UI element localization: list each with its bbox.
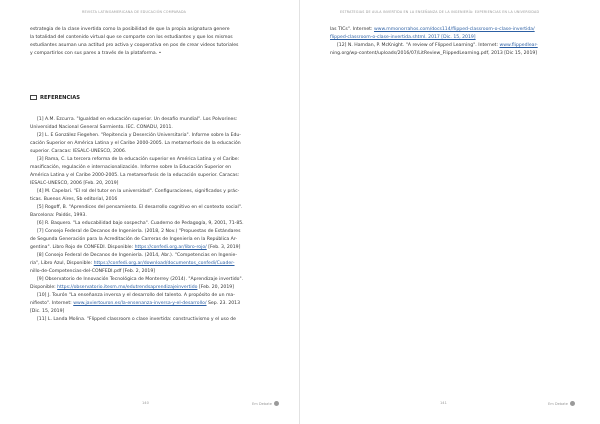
ref-line [330, 50, 576, 58]
ref-line: [6] R. Baquero. "La educabilidad bajo sospecha". Cuaderno de Pedagogía, 9, 2001, 71-85. [37, 221, 244, 226]
ref-text: ning.org/wp-content/uploads/2016/07/LitReview_FlippedLearning.pdf, 2013 [Dic 15, 2019] [330, 51, 538, 56]
ref-link[interactable]: https://confedi.org.ar/download/documentos_confedi/Cuader- [93, 261, 235, 266]
ref-line: [Dic. 15, 2019] [30, 309, 65, 314]
ref-link[interactable]: www.mmonorrahos.com/docs114/flipped-classroom-o-clase-invertida/ [374, 27, 535, 32]
ref-line: [11] L. Landa Molina. "Flipped classroom o clase invertida: constructivismo y el uso de [37, 317, 236, 322]
reference-item [30, 188, 274, 204]
heading-bullet-icon [30, 95, 37, 100]
ref-line: nillo-de-Competencias-del-CONFEDI.pdf [Feb. 2, 2019] [30, 269, 156, 274]
ref-line: cación Superior en América Latina y el Caribe 2000-2005. La metamorfosis de la educación [30, 141, 241, 146]
ref-line: IESALC-UNESCO, 2006 [Feb. 20, 2019] [30, 181, 119, 186]
references-list [30, 116, 274, 324]
ref-link[interactable]: www.javiertouron.es/la-ensenanza-inversa-y-el-desarrollo/ [73, 301, 207, 306]
left-running-head: REVISTA LATINOAMERICANA DE EDUCACIÓN COMPARADA [82, 10, 187, 14]
left-footer-brand: Em Debate [252, 401, 279, 406]
brand-logo-icon [570, 401, 575, 406]
brand-logo-icon [274, 401, 279, 406]
ref-line: [3] Rama, C. La tercera reforma de la educación superior en América Latina y el Caribe: [37, 157, 240, 162]
left-page-number: 140 [142, 401, 149, 405]
ref-text: las TICs". Internet: www.mmonorrahos.com/docs114/flipped-classroom-o-clase-invertida/ [330, 27, 535, 32]
ref-link[interactable]: https://confedi.org.ar/libro-rojo/ [134, 245, 207, 250]
ref-line: superior. Caracas: IESALC-UNESCO, 2006. [30, 149, 127, 154]
references-heading: REFERENCIAS [30, 94, 274, 102]
ref-line: Barcelona: Paidós, 1993. [30, 213, 87, 218]
ref-line: ticas. Buenos Aires, Sb editorial, 2016 [30, 197, 118, 202]
ref-line: nifiesto". Internet: www.javiertouron.es/la-ensenanza-inversa-y-el-desarrollo/ Sep. 23. 2013 [30, 301, 241, 306]
reference-item [30, 228, 274, 252]
ref-link[interactable]: https://observatorio.itesm.mx/edutrendsaprendizajeinvertido [57, 285, 198, 290]
ref-link[interactable]: www.flippedlear- [499, 43, 538, 48]
references-continued [330, 26, 576, 58]
ref-text: [12] N. Hamdan, P. McKnight. "A review of Flipped Learning". Internet: www.flippedlear- [337, 43, 538, 48]
ref-line: Universidad Nacional General Sarmiento. IEC. CONADU, 2011. [30, 125, 173, 130]
reference-item [30, 116, 274, 132]
ref-line: [7] Consejo Federal de Decanos de Ingeniería. (2018, 2 Nov.) "Propuestas de Estándares [37, 229, 241, 234]
intro-line: estrategia de la clase invertida como la posibilidad de que la propia asignatura genere [30, 27, 230, 32]
reference-item [30, 276, 274, 292]
reference-item [30, 316, 274, 324]
ref-line: América Latina y el Caribe 2000-2005. La metamorfosis de la educación superior. Caracas: [30, 173, 240, 178]
reference-item [30, 204, 274, 220]
intro-line: y compartirlos con sus pares a través de la plataforma. • [30, 51, 162, 56]
reference-item [30, 156, 274, 188]
reference-item [30, 252, 274, 276]
intro-line: la totalidad del contenido virtual que se comparte con los estudiantes y que los mismos [30, 35, 233, 40]
references-heading-block [30, 94, 274, 102]
right-footer-brand: Em Debate [548, 401, 575, 406]
ref-line: [10] J. Tourón "La enseñanza inversa y el desarrollo del talento. A propósito de un ma- [37, 293, 235, 298]
ref-line: [9] Observatorio de Innovación Tecnológica de Monterrey (2014). "Aprendizaje invertido". [37, 277, 244, 282]
ref-line [330, 42, 576, 50]
ref-line: [8] Consejo Federal de Decanos de Ingeniería. (2014, Abr.). "Competencias en Ingenie- [37, 253, 238, 258]
ref-line: [4] M. Capelari. "El rol del tutor en la universidad". Configuraciones, significados y prác- [37, 189, 240, 194]
ref-line: [2] L. E González Fiegehen. "Repitencia y Deserción Universitaria". Informe sobre la Edu- [37, 133, 241, 138]
reference-item [30, 132, 274, 156]
ref-line [330, 26, 576, 34]
ref-line: ría", Libro Azul, Disponible: https://confedi.org.ar/download/documentos_confedi/Cuader- [30, 261, 235, 266]
ref-line: [1] A.M. Ezcurra. "Igualdad en educación superior. Un desafío mundial". Los Polvorines: [37, 117, 238, 122]
reference-item [30, 220, 274, 228]
right-page-number: 141 [440, 401, 447, 405]
ref-line: Disponible: https://observatorio.itesm.mx/edutrendsaprendizajeinvertido [Feb. 20, 2019] [30, 285, 234, 290]
intro-line: estudiantes asuman una actitud pro activa y cooperativa en pos de crear videos tutoriales [30, 43, 239, 48]
reference-item [30, 292, 274, 316]
ref-line: de Segunda Generación para la Acreditación de Carreras de Ingeniería en la República Ar- [30, 237, 238, 242]
ref-line: [5] Rogoff, B. "Aprendices del pensamiento. El desarrollo cognitivo en el contexto social". [37, 205, 243, 210]
ref-line: gentina". Libro Rojo de CONFEDI. Disponible: https://confedi.org.ar/libro-rojo/ [Feb. 3, 2019] [30, 245, 241, 250]
ref-link[interactable]: flipped-classroom-o-clase-invertida.shtml. 2017 [Dic. 15, 2019] [330, 35, 476, 40]
right-running-head: ESTRATEGIAS DE AULA INVERTIDA EN LA ENSEÑANZA DE LA INGENIERÍA: EXPERIENCIAS EN LA UNIVERSIDAD [340, 10, 540, 14]
right-page [300, 0, 600, 424]
intro-paragraph [30, 26, 274, 58]
ref-line [330, 34, 576, 42]
ref-line: masificación, regulación e internacionalización. Informe sobre la Educación Superior en [30, 165, 232, 170]
